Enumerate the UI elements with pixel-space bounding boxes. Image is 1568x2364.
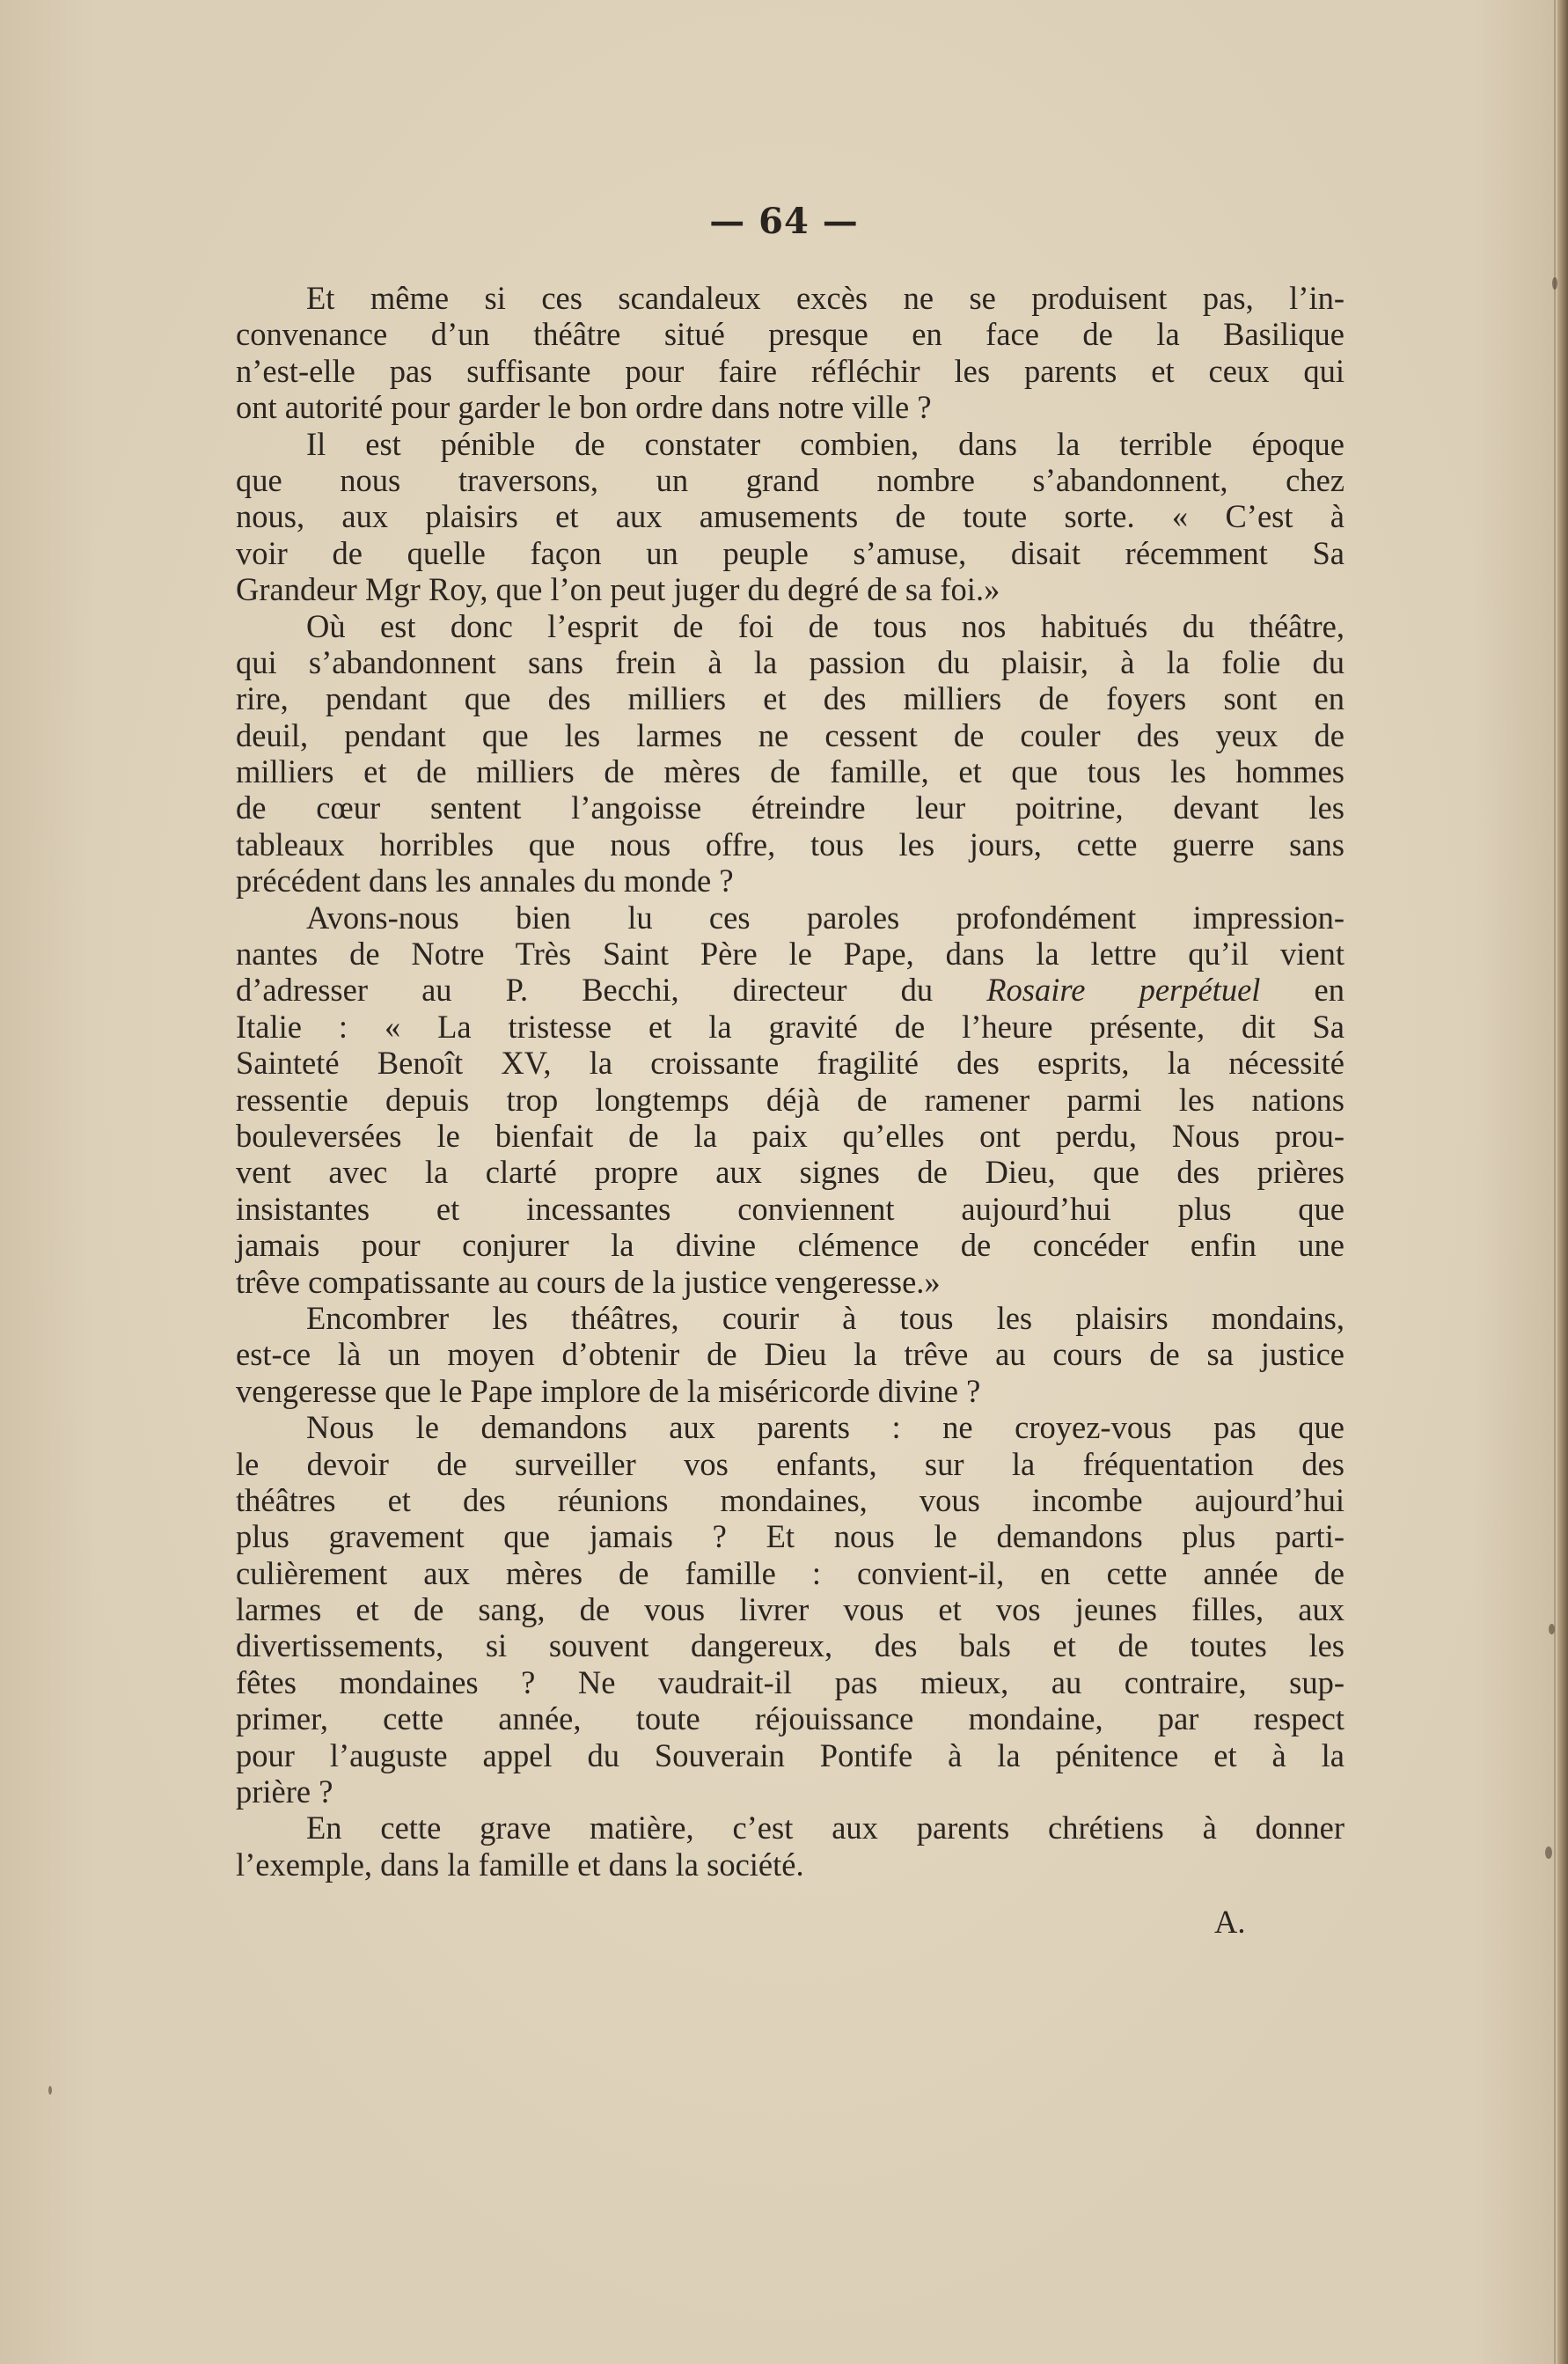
text-line: divertissements, si souvent dangereux, des bals et de toutes les bbox=[236, 1627, 1345, 1664]
text-line: rire, pendant que des milliers et des milliers de foyers sont en bbox=[236, 680, 1345, 717]
text-line: Avons-nous bien lu ces paroles profondément impression- bbox=[306, 899, 1345, 936]
text-line: trêve compatissante au cours de la justice vengeresse.» bbox=[236, 1263, 941, 1300]
text-line: théâtres et des réunions mondaines, vous incombe aujourd’hui bbox=[236, 1481, 1345, 1518]
text-line: primer, cette année, toute réjouissance mondaine, par respect bbox=[236, 1700, 1345, 1737]
text-line: voir de quelle façon un peuple s’amuse, disait récemment Sa bbox=[236, 534, 1345, 571]
text-line: précédent dans les annales du monde ? bbox=[236, 863, 734, 899]
text-line: culièrement aux mères de famille : convient-il, en cette année de bbox=[236, 1554, 1345, 1591]
text-line: pour l’auguste appel du Souverain Pontife à la pénitence et à la bbox=[236, 1736, 1345, 1773]
article-body bbox=[236, 280, 1345, 1883]
italic-title: Rosaire perpétuel bbox=[986, 972, 1261, 1009]
text-line: nantes de Notre Très Saint Père le Pape, dans la lettre qu’il vient bbox=[236, 936, 1345, 973]
text-line: le devoir de surveiller vos enfants, sur la fréquentation des bbox=[236, 1445, 1345, 1482]
text-line: bouleversées le bienfait de la paix qu’elles ont perdu, Nous prou- bbox=[236, 1117, 1345, 1154]
text-line: nous, aux plaisirs et aux amusements de toute sorte. « C’est à bbox=[236, 498, 1345, 535]
text-line: tableaux horribles que nous offre, tous les jours, cette guerre sans bbox=[236, 826, 1345, 863]
text-line: Italie : « La tristesse et la gravité de l’heure présente, dit Sa bbox=[236, 1008, 1345, 1045]
page-number: — 64 — bbox=[709, 201, 859, 242]
paper-speck bbox=[48, 2086, 52, 2095]
text-line: Et même si ces scandaleux excès ne se produisent pas, l’in- bbox=[306, 280, 1345, 316]
text-line: fêtes mondaines ? Ne vaudrait-il pas mieux, au contraire, sup- bbox=[236, 1663, 1345, 1700]
text-line: ressentie depuis trop longtemps déjà de ramener parmi les nations bbox=[236, 1081, 1345, 1118]
text-line: jamais pour conjurer la divine clémence de concéder enfin une bbox=[236, 1227, 1345, 1264]
page-fold-line bbox=[1554, 0, 1556, 2364]
text-line: que nous traversons, un grand nombre s’abandonnent, chez bbox=[236, 461, 1345, 498]
text-line: Sainteté Benoît XV, la croissante fragilité des esprits, la nécessité bbox=[236, 1045, 1345, 1082]
text-line: vent avec la clarté propre aux signes de Dieu, que des prières bbox=[236, 1154, 1345, 1191]
text-line: deuil, pendant que les larmes ne cessent de couler des yeux de bbox=[236, 716, 1345, 753]
text-line: Où est donc l’esprit de foi de tous nos habitués du théâtre, bbox=[306, 607, 1345, 644]
text-line: de cœur sentent l’angoisse étreindre leur poitrine, devant les bbox=[236, 789, 1345, 826]
text-line: Grandeur Mgr Roy, que l’on peut juger du degré de sa foi.» bbox=[236, 571, 1000, 608]
text-line: l’exemple, dans la famille et dans la société. bbox=[236, 1846, 804, 1883]
text-line: milliers et de milliers de mères de famille, et que tous les hommes bbox=[236, 753, 1345, 790]
text-line: Nous le demandons aux parents : ne croyez-vous pas que bbox=[306, 1409, 1345, 1446]
text-line: Il est pénible de constater combien, dans la terrible époque bbox=[306, 425, 1345, 462]
text-line: qui s’abandonnent sans frein à la passion du plaisir, à la folie du bbox=[236, 643, 1345, 680]
text-line: est-ce là un moyen d’obtenir de Dieu la trêve au cours de sa justice bbox=[236, 1336, 1345, 1373]
paper-speck bbox=[1549, 1624, 1555, 1634]
page-edge bbox=[1557, 0, 1568, 2364]
text-line: ont autorité pour garder le bon ordre dans notre ville ? bbox=[236, 389, 932, 426]
text-line: convenance d’un théâtre situé presque en face de la Basilique bbox=[236, 316, 1345, 353]
text-line: En cette grave matière, c’est aux parents chrétiens à donner bbox=[306, 1810, 1345, 1846]
text-line: prière ? bbox=[236, 1773, 333, 1810]
text-line: insistantes et incessantes conviennent aujourd’hui plus que bbox=[236, 1190, 1345, 1227]
paper-speck bbox=[1545, 1846, 1552, 1859]
text-fragment: d’adresser au P. Becchi, directeur du bbox=[236, 972, 987, 1009]
text-line: plus gravement que jamais ? Et nous le demandons plus parti- bbox=[236, 1518, 1345, 1555]
text-fragment: en bbox=[1260, 972, 1345, 1009]
text-line: Encombrer les théâtres, courir à tous les plaisirs mondains, bbox=[306, 1299, 1345, 1336]
text-line: vengeresse que le Pape implore de la miséricorde divine ? bbox=[236, 1372, 981, 1409]
text-line-with-italic bbox=[236, 972, 1345, 1008]
text-line: n’est-elle pas suffisante pour faire réfléchir les parents et ceux qui bbox=[236, 352, 1345, 389]
text-line: larmes et de sang, de vous livrer vous et vos jeunes filles, aux bbox=[236, 1591, 1345, 1628]
paper-speck bbox=[1552, 277, 1557, 290]
author-signature: A. bbox=[1214, 1904, 1246, 1940]
